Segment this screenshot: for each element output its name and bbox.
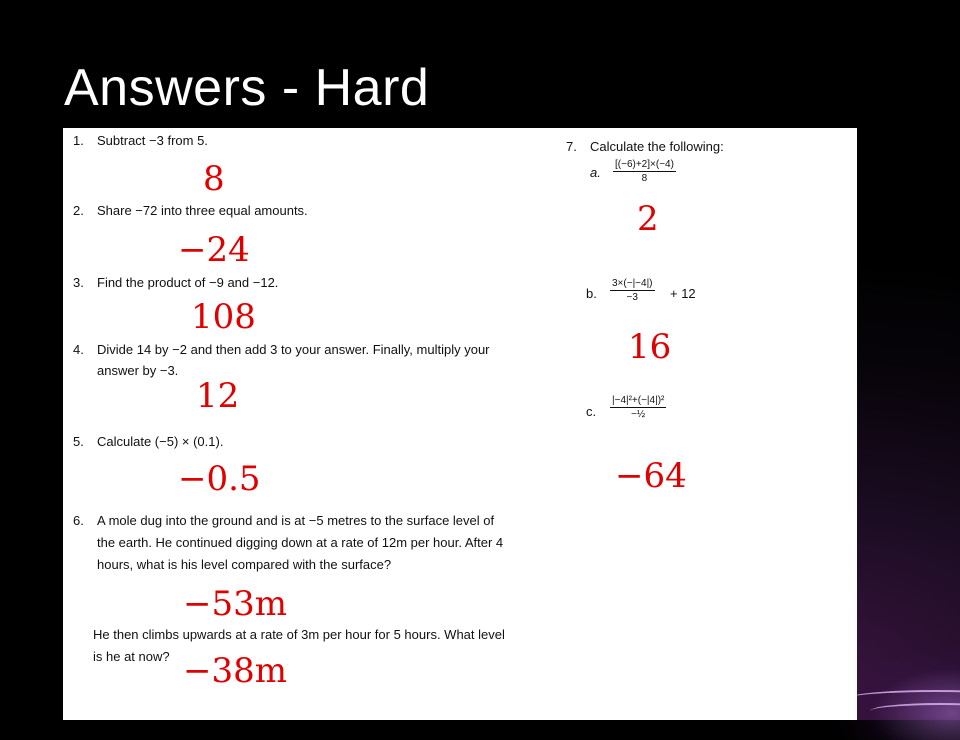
fraction-denominator: −½ <box>631 409 646 420</box>
fraction-denominator: −3 <box>626 292 638 303</box>
answer-7b: 16 <box>628 327 672 367</box>
answer-3: 108 <box>191 297 256 337</box>
question-text: Find the product of −9 and −12. <box>97 275 279 290</box>
fraction-numerator: [(−6)+2]×(−4) <box>615 159 674 170</box>
question-number: 5. <box>73 434 84 449</box>
part-label-b: b. <box>586 286 597 301</box>
answer-4: 12 <box>196 376 240 416</box>
fraction-denominator: 8 <box>641 173 648 184</box>
answer-7a: 2 <box>637 199 659 239</box>
question-text-line: hours, what is his level compared with the surface? <box>97 557 392 572</box>
part-label-a: a. <box>590 165 601 180</box>
question-number: 4. <box>73 342 84 357</box>
answer-1: 8 <box>203 159 225 199</box>
question-text-line: the earth. He continued digging down at a rate of 12m per hour. After 4 <box>97 535 504 550</box>
answer-sheet <box>63 128 857 720</box>
question-number: 2. <box>73 203 84 218</box>
expression-suffix: + 12 <box>670 286 696 301</box>
fraction-a <box>613 159 676 184</box>
answer-7c: −64 <box>615 456 687 496</box>
question-text-line: Divide 14 by −2 and then add 3 to your answer. Finally, multiply your <box>97 342 490 357</box>
question-text: Share −72 into three equal amounts. <box>97 203 308 218</box>
question-number: 6. <box>73 513 84 528</box>
question-number: 7. <box>566 139 577 154</box>
question-text: Subtract −3 from 5. <box>97 133 208 148</box>
answer-6-followup: −38m <box>183 651 287 691</box>
fraction-numerator: 3×(−|−4|) <box>612 278 653 289</box>
question-text: Calculate the following: <box>590 139 724 154</box>
question-text-line: He then climbs upwards at a rate of 3m per hour for 5 hours. What level <box>93 627 505 642</box>
question-number: 3. <box>73 275 84 290</box>
answer-6: −53m <box>183 584 287 624</box>
question-text: Calculate (−5) × (0.1). <box>97 434 224 449</box>
question-text-line: A mole dug into the ground and is at −5 metres to the surface level of <box>97 513 495 528</box>
question-text-line: answer by −3. <box>97 363 179 378</box>
question-number: 1. <box>73 133 84 148</box>
fraction-c <box>610 395 666 420</box>
answer-2: −24 <box>178 230 250 270</box>
slide-title: Answers - Hard <box>64 59 430 117</box>
part-label-c: c. <box>586 404 597 419</box>
fraction-numerator: |−4|²+(−|4|)² <box>612 395 665 406</box>
fraction-b <box>610 278 655 303</box>
answer-5: −0.5 <box>178 459 261 499</box>
question-text-line: is he at now? <box>93 649 170 664</box>
